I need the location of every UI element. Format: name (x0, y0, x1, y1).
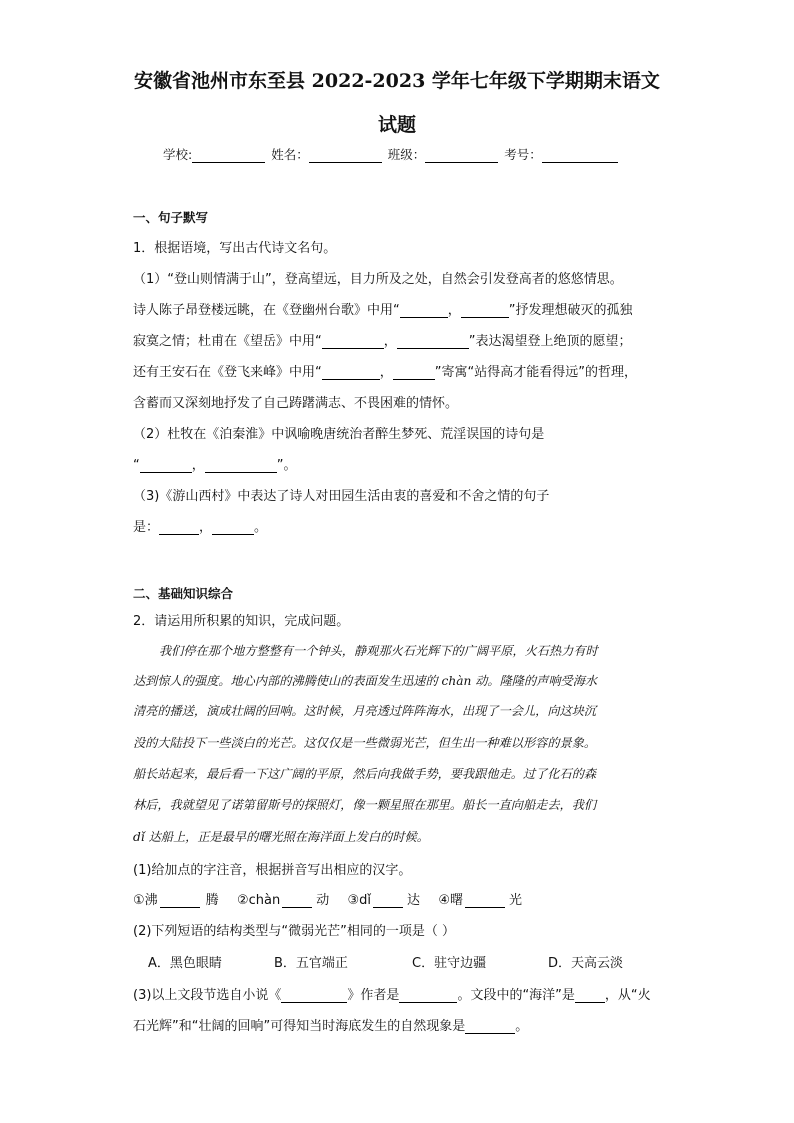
answer-blank[interactable] (322, 367, 380, 380)
text: ②chàn (236, 893, 281, 908)
passage-line: 船长站起来，最后看一下这广阔的平原，然后向我做手势，要我跟他走。过了化石的森 (133, 767, 597, 781)
q1-p1-line3 (133, 330, 632, 349)
q2-sub1-items (133, 889, 522, 908)
answer-blank[interactable] (281, 990, 347, 1003)
q1-stem: 1．根据语境，写出古代诗文名句。 (133, 241, 337, 256)
q2-sub3-line2 (133, 1015, 528, 1034)
q1-p3-line2 (133, 516, 267, 535)
text: ， (199, 520, 213, 535)
text: ， (191, 458, 205, 473)
q1-p2-line1: （2）杜牧在《泊秦淮》中讽喻晚唐统治者醉生梦死、荒淫误国的诗句是 (133, 427, 545, 442)
section1-heading: 一、句子默写 (133, 210, 209, 225)
text: ④曙 (438, 893, 463, 908)
option-c[interactable]: C．驻守边疆 (412, 956, 487, 971)
student-info-fields (163, 145, 620, 163)
q2-sub1: (1)给加点的字注音，根据拼音写出相应的汉字。 (133, 863, 412, 878)
text: “ (133, 458, 140, 473)
text: ”。 (276, 458, 297, 473)
q2-stem: 2．请运用所积累的知识，完成问题。 (133, 614, 350, 629)
answer-blank[interactable] (461, 305, 509, 318)
option-b[interactable]: B．五官端正 (274, 956, 348, 971)
text: 光 (508, 893, 522, 908)
q1-p1-line5: 含蓄而又深刻地抒发了自己踌躇满志、不畏困难的情怀。 (133, 396, 459, 411)
text: 腾 (205, 893, 219, 908)
q2-sub3-line1 (133, 984, 651, 1003)
section2-heading: 二、基础知识综合 (133, 586, 234, 601)
answer-blank[interactable] (159, 522, 199, 535)
q1-p1-line4 (133, 361, 637, 380)
text: 。文段中的“海洋”是 (457, 988, 575, 1003)
class-label: 班级： (387, 147, 426, 162)
answer-blank[interactable] (575, 990, 605, 1003)
passage-line: 我们停在那个地方整整有一个钟头，静观那火石光辉下的广阔平原，火石热力有时 (159, 644, 598, 658)
text: ”表达渴望登上绝顶的愿望； (468, 334, 632, 349)
text: 动 (316, 893, 330, 908)
passage-line: 林后，我就望见了诺第留斯号的探照灯，像一颗星照在那里。船长一直向船走去，我们 (133, 798, 597, 812)
text: 诗人陈子昂登楼远眺，在《登幽州台歌》中用“ (133, 303, 400, 318)
answer-blank[interactable] (393, 367, 435, 380)
number-label: 考号： (504, 147, 542, 162)
text: ③dǐ (347, 893, 372, 908)
passage-line: 没的大陆投下一些淡白的光芒。这仅仅是一些微弱光芒，但生出一种难以形容的景象。 (133, 736, 597, 750)
answer-blank[interactable] (399, 990, 457, 1003)
q2-sub2: (2)下列短语的结构类型与“微弱光芒”相同的一项是（ ） (133, 924, 456, 939)
text: ”抒发理想破灭的孤独 (508, 303, 633, 318)
class-blank[interactable] (425, 149, 498, 163)
passage-line: 达到惊人的强度。地心内部的沸腾使山的表面发生迅速的 chàn 动。隆隆的声响受海水 (133, 674, 598, 688)
text: 。 (254, 520, 268, 535)
q1-p1-line1: （1）“登山则情满于山”，登高望远，目力所及之处，自然会引发登高者的悠悠情思。 (133, 272, 623, 287)
answer-blank[interactable] (212, 522, 254, 535)
text: 。 (515, 1019, 529, 1034)
text: 是： (133, 520, 160, 535)
document-title-line2: 试题 (377, 114, 416, 136)
name-label: 姓名： (271, 147, 309, 162)
answer-blank[interactable] (373, 895, 403, 908)
number-blank[interactable] (542, 149, 618, 163)
text: 达 (407, 893, 421, 908)
school-label: 学校: (163, 147, 193, 162)
name-blank[interactable] (309, 149, 382, 163)
answer-blank[interactable] (322, 336, 384, 349)
text: 寂寞之情；杜甫在《望岳》中用“ (133, 334, 322, 349)
text: ， (379, 365, 393, 380)
text: (3)以上文段节选自小说《 (133, 988, 282, 1003)
document-title: 安徽省池州市东至县 2022-2023 学年七年级下学期期末语文 (134, 70, 660, 92)
passage-line: 清亮的播送，演成壮阔的回响。这时候，月亮透过阵阵海水，出现了一会儿，向这块沉 (133, 704, 597, 718)
q1-p3-line1: （3)《游山西村》中表达了诗人对田园生活由衷的喜爱和不舍之情的句子 (133, 489, 550, 504)
option-d[interactable]: D．天高云淡 (548, 956, 624, 971)
text: 还有王安石在《登飞来峰》中用“ (133, 365, 322, 380)
answer-blank[interactable] (282, 895, 312, 908)
q1-p2-line2 (133, 454, 297, 473)
passage-line: dǐ 达船上，正是最早的曙光照在海洋面上发白的时候。 (133, 830, 429, 844)
text: ， (447, 303, 461, 318)
q2-sub2-options (148, 952, 623, 971)
answer-blank[interactable] (465, 1021, 515, 1034)
answer-blank[interactable] (400, 305, 448, 318)
text: ，从“火 (604, 988, 651, 1003)
answer-blank[interactable] (465, 895, 505, 908)
answer-blank[interactable] (140, 460, 192, 473)
option-a[interactable]: A．黑色眼睛 (148, 956, 222, 971)
school-blank[interactable] (192, 149, 265, 163)
text: 》作者是 (347, 988, 400, 1003)
answer-blank[interactable] (160, 895, 200, 908)
answer-blank[interactable] (397, 336, 469, 349)
text: ”寄寓“站得高才能看得远”的哲理， (434, 365, 637, 380)
text: ①沸 (133, 893, 158, 908)
answer-blank[interactable] (205, 460, 277, 473)
text: ， (383, 334, 397, 349)
text: 石光辉”和“壮阔的回响”可得知当时海底发生的自然现象是 (133, 1019, 466, 1034)
q1-p1-line2 (133, 299, 633, 318)
